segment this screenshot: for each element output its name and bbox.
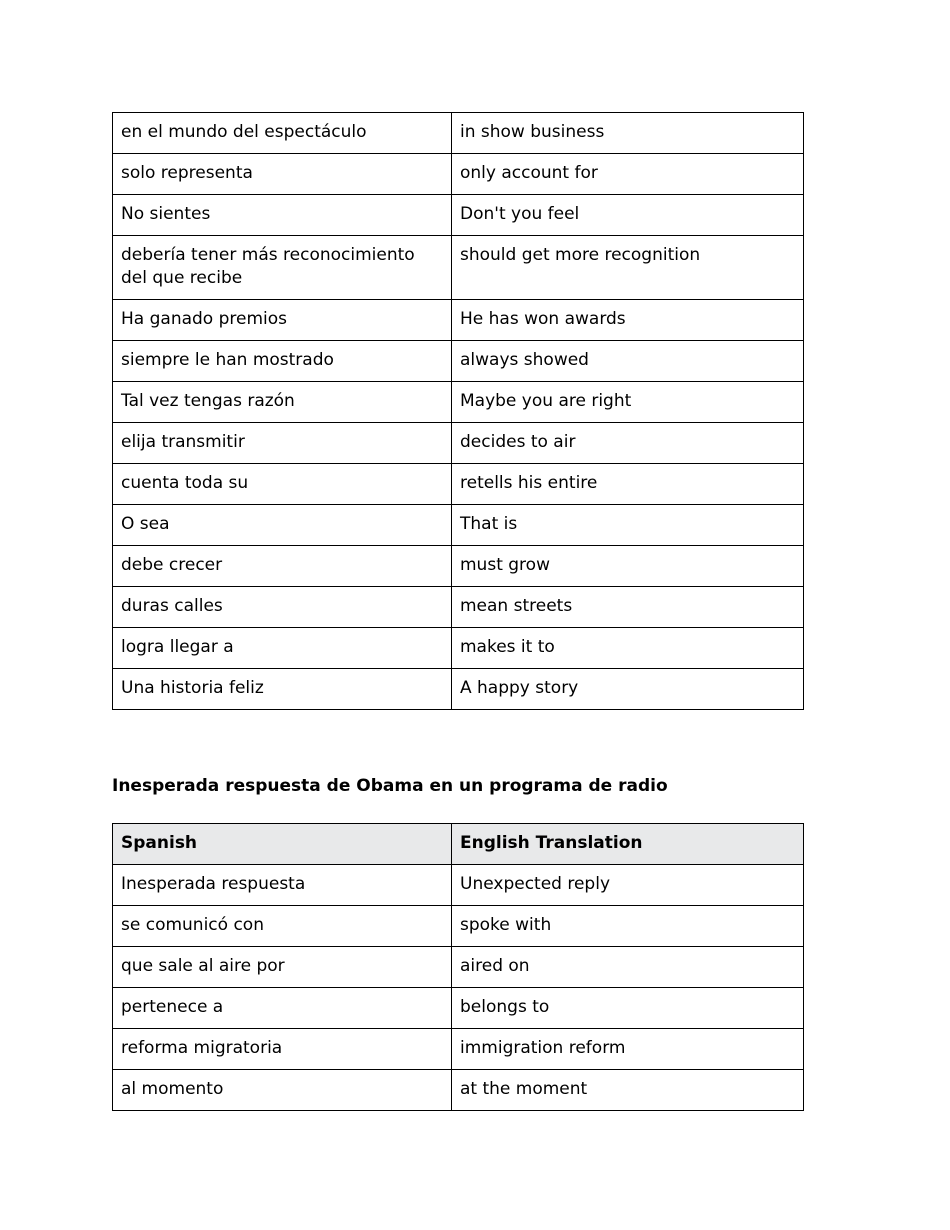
spanish-cell: logra llegar a	[113, 628, 452, 669]
table-row	[113, 300, 804, 341]
spanish-column-header: Spanish	[113, 824, 452, 865]
english-cell: Maybe you are right	[452, 382, 804, 423]
english-cell: spoke with	[452, 906, 804, 947]
spanish-cell: O sea	[113, 505, 452, 546]
table-row	[113, 988, 804, 1029]
table-header	[113, 824, 804, 865]
spanish-cell: que sale al aire por	[113, 947, 452, 988]
english-cell: at the moment	[452, 1070, 804, 1111]
english-cell: only account for	[452, 154, 804, 195]
obama-vocabulary-table-body	[113, 865, 804, 1111]
table-row	[113, 341, 804, 382]
spanish-cell: No sientes	[113, 195, 452, 236]
vocabulary-table	[112, 112, 804, 710]
section-heading: Inesperada respuesta de Obama en un programa de radio	[112, 776, 668, 796]
spanish-cell: siempre le han mostrado	[113, 341, 452, 382]
english-cell: belongs to	[452, 988, 804, 1029]
english-cell: Don't you feel	[452, 195, 804, 236]
table-row	[113, 587, 804, 628]
obama-vocabulary-table	[112, 823, 804, 1111]
table-row	[113, 382, 804, 423]
english-column-header: English Translation	[452, 824, 804, 865]
english-cell: immigration reform	[452, 1029, 804, 1070]
table-row	[113, 906, 804, 947]
table-row	[113, 236, 804, 300]
table-row	[113, 1070, 804, 1111]
spanish-cell: solo representa	[113, 154, 452, 195]
english-cell: should get more recognition	[452, 236, 804, 300]
table-row	[113, 423, 804, 464]
spanish-cell: elija transmitir	[113, 423, 452, 464]
english-cell: in show business	[452, 113, 804, 154]
table-row	[113, 505, 804, 546]
vocabulary-table-body	[113, 113, 804, 710]
spanish-cell: debería tener más reconocimiento del que recibe	[113, 236, 452, 300]
english-cell: decides to air	[452, 423, 804, 464]
english-cell: always showed	[452, 341, 804, 382]
spanish-cell: reforma migratoria	[113, 1029, 452, 1070]
english-cell: He has won awards	[452, 300, 804, 341]
spanish-cell: se comunicó con	[113, 906, 452, 947]
table-row	[113, 628, 804, 669]
table-row	[113, 464, 804, 505]
english-cell: retells his entire	[452, 464, 804, 505]
spanish-cell: cuenta toda su	[113, 464, 452, 505]
spanish-cell: Ha ganado premios	[113, 300, 452, 341]
table-row	[113, 947, 804, 988]
spanish-cell: debe crecer	[113, 546, 452, 587]
spanish-cell: Una historia feliz	[113, 669, 452, 710]
spanish-cell: duras calles	[113, 587, 452, 628]
header-row	[113, 824, 804, 865]
spanish-cell: al momento	[113, 1070, 452, 1111]
table-row	[113, 195, 804, 236]
spanish-cell: pertenece a	[113, 988, 452, 1029]
spanish-cell: en el mundo del espectáculo	[113, 113, 452, 154]
table-row	[113, 1029, 804, 1070]
table-row	[113, 669, 804, 710]
table-row	[113, 546, 804, 587]
spanish-cell: Inesperada respuesta	[113, 865, 452, 906]
english-cell: must grow	[452, 546, 804, 587]
table-row	[113, 113, 804, 154]
table-row	[113, 154, 804, 195]
english-cell: A happy story	[452, 669, 804, 710]
english-cell: That is	[452, 505, 804, 546]
english-cell: mean streets	[452, 587, 804, 628]
english-cell: aired on	[452, 947, 804, 988]
english-cell: Unexpected reply	[452, 865, 804, 906]
spanish-cell: Tal vez tengas razón	[113, 382, 452, 423]
english-cell: makes it to	[452, 628, 804, 669]
table-row	[113, 865, 804, 906]
